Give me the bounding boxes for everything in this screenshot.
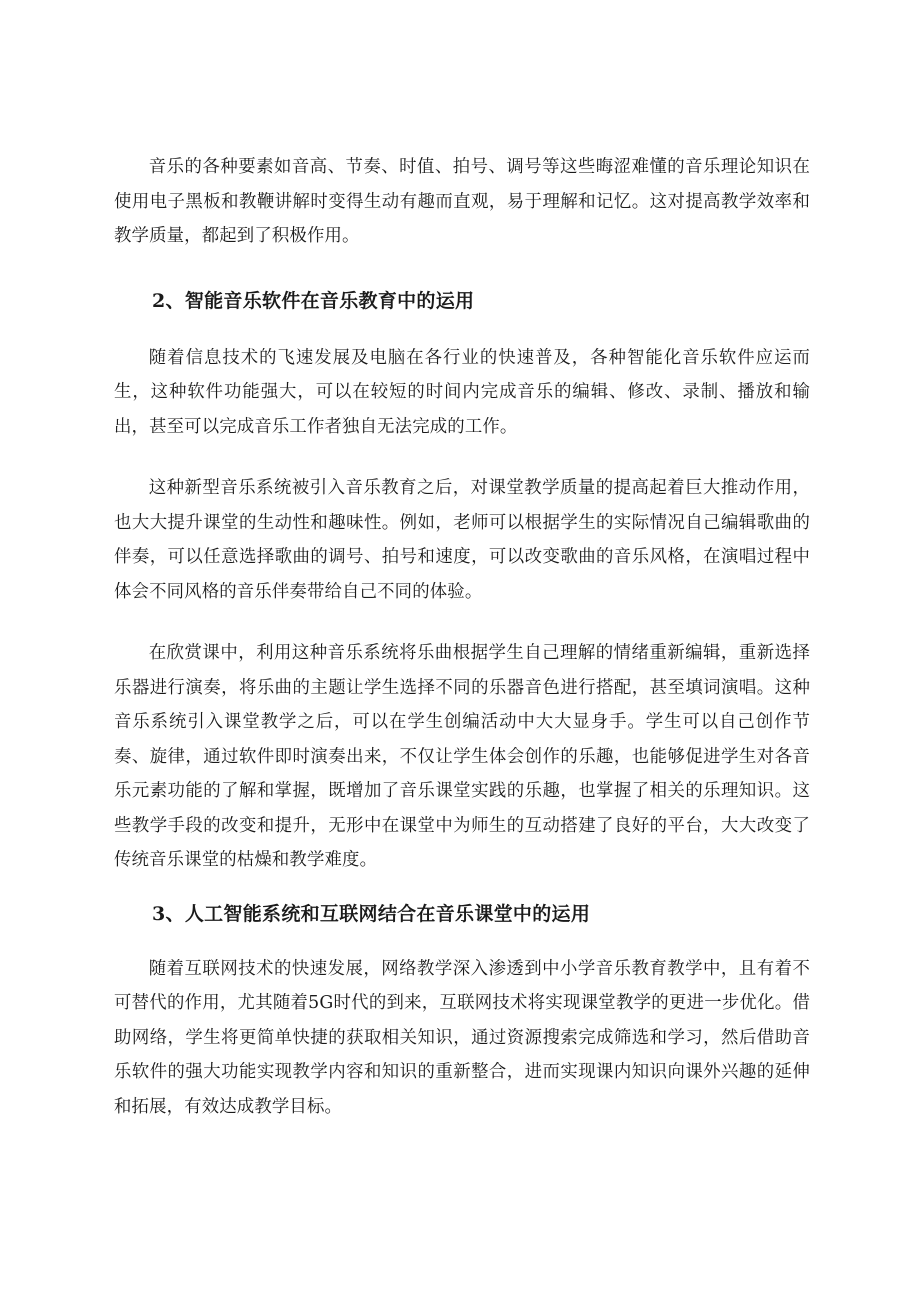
paragraph-appreciation-class: 在欣赏课中，利用这种音乐系统将乐曲根据学生自己理解的情绪重新编辑，重新选择乐器进行演奏，将乐曲的主题让学生选择不同的乐器音色进行搭配，甚至填词演唱。这种音乐系统引入课堂教学之后，可以在学生创编活动中大大显身手。学生可以自己创作节奏、旋律，通过软件即时演奏出来，不仅让学生体会创作的乐趣，也能够促进学生对各音乐元素功能的了解和掌握，既增加了音乐课堂实践的乐趣，也掌握了相关的乐理知识。这些教学手段的改变和提升，无形中在课堂中为师生的互动搭建了良好的平台，大大改变了传统音乐课堂的枯燥和教学难度。 <box>114 643 810 870</box>
paragraph-new-system: 这种新型音乐系统被引入音乐教育之后，对课堂教学质量的提高起着巨大推动作用，也大大提升课堂的生动性和趣味性。例如，老师可以根据学生的实际情况自己编辑歌曲的伴奏，可以任意选择歌曲的调号、拍号和速度，可以改变歌曲的音乐风格，在演唱过程中体会不同风格的音乐伴奏带给自己不同的体验。 <box>114 478 810 602</box>
section-heading-smart-software: 2、智能音乐软件在音乐教育中的运用 <box>152 289 475 312</box>
paragraph-internet-teaching: 随着互联网技术的快速发展，网络教学深入渗透到中小学音乐教育教学中，且有着不可替代的作用，尤其随着5G时代的到来，互联网技术将实现课堂教学的更进一步优化。借助网络，学生将更简单快捷的获取相关知识，通过资源搜索完成筛选和学习，然后借助音乐软件的强大功能实现教学内容和知识的重新整合，进而实现课内知识向课外兴趣的延伸和拓展，有效达成教学目标。 <box>114 958 810 1117</box>
paragraph-music-elements: 音乐的各种要素如音高、节奏、时值、拍号、调号等这些晦涩难懂的音乐理论知识在使用电子黑板和教鞭讲解时变得生动有趣而直观，易于理解和记忆。这对提高教学效率和教学质量，都起到了积极作用。 <box>114 157 810 246</box>
document-page <box>114 150 810 1124</box>
paragraph-software-intro: 随着信息技术的飞速发展及电脑在各行业的快速普及，各种智能化音乐软件应运而生，这种软件功能强大，可以在较短的时间内完成音乐的编辑、修改、录制、播放和输出，甚至可以完成音乐工作者独自无法完成的工作。 <box>114 347 810 437</box>
section-heading-ai-internet: 3、人工智能系统和互联网结合在音乐课堂中的运用 <box>152 902 591 925</box>
